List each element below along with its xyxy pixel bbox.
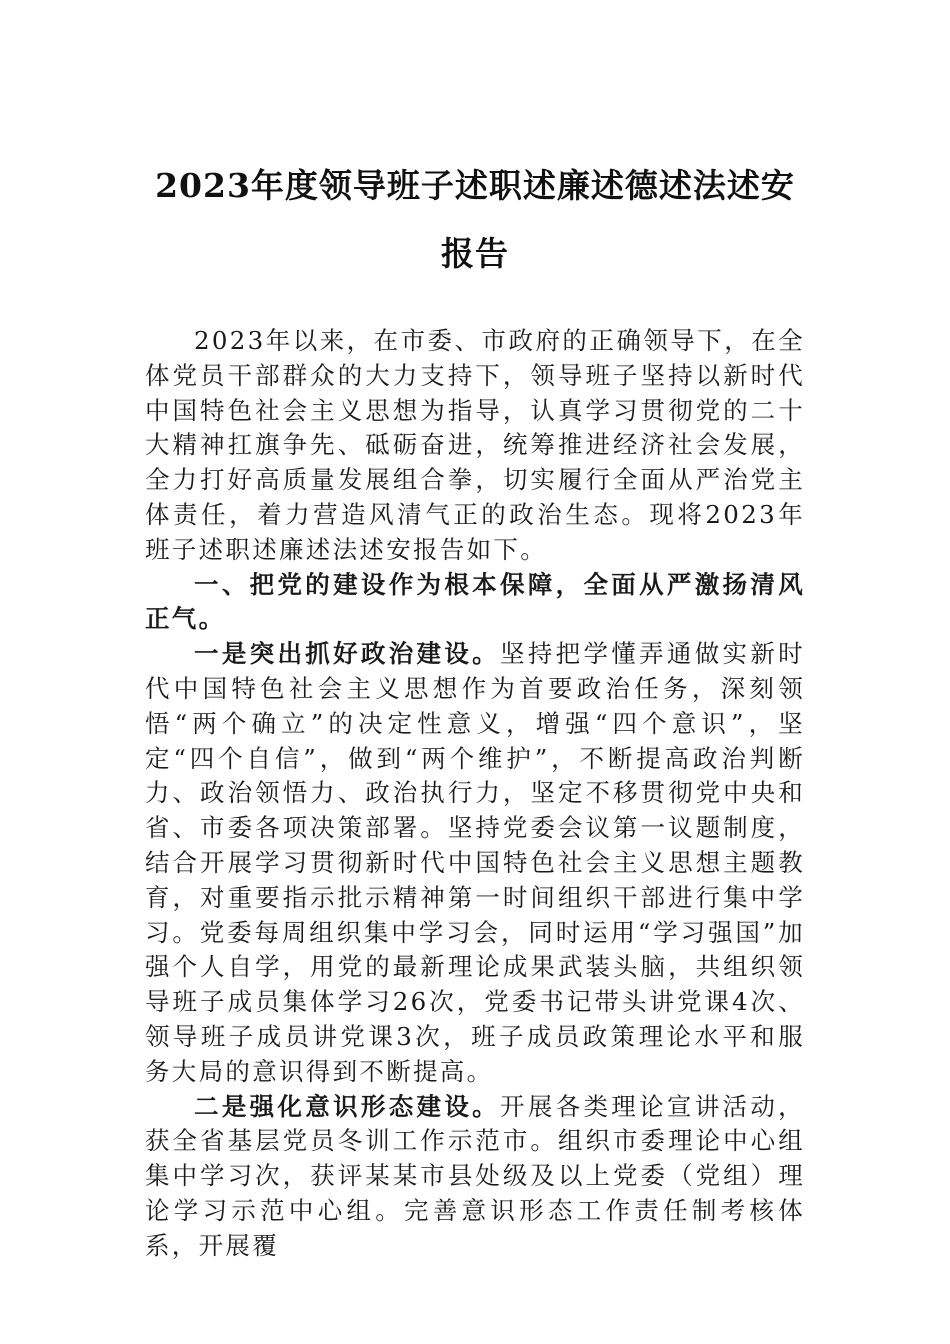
document-body bbox=[145, 324, 805, 1264]
item-lead-1: 一是突出抓好政治建设。 bbox=[194, 639, 500, 669]
intro-paragraph: 2023年以来，在市委、市政府的正确领导下，在全体党员干部群众的大力支持下，领导班子坚持以新时代中国特色社会主义思想为指导，认真学习贯彻党的二十大精神扛旗争先、砥砺奋进，统筹推进经济社会发展，全力打好高质量发展组合拳，切实履行全面从严治党主体责任，着力营造风清气正的政治生态。现将2023年班子述职述廉述法述安报告如下。 bbox=[145, 326, 805, 564]
item-lead-2: 二是强化意识形态建设。 bbox=[194, 1091, 500, 1121]
item-paragraph-2 bbox=[145, 1090, 805, 1264]
item-paragraph-1 bbox=[145, 637, 805, 1089]
item-text-2: 开展各类理论宣讲活动，获全省基层党员冬训工作示范市。组织市委理论中心组集中学习次，获评某某市县处级及以上党委（党组）理论学习示范中心组。完善意识形态工作责任制考核体系，开展覆 bbox=[145, 1091, 805, 1260]
section-heading-1: 一、把党的建设作为根本保障，全面从严激扬清风正气。 bbox=[145, 569, 805, 634]
document-title-line-2: 报告 bbox=[441, 234, 509, 273]
item-text-1: 坚持把学懂弄通做实新时代中国特色社会主义思想作为首要政治任务，深刻领悟“两个确立”的决定性意义，增强“四个意识”，坚定“四个自信”，做到“两个维护”，不断提高政治判断力、政治领悟力、政治执行力，坚定不移贯彻党中央和省、市委各项决策部署。坚持党委会议第一议题制度，结合开展学习贯彻新时代中国特色社会主义思想主题教育，对重要指示批示精神第一时间组织干部进行集中学习。党委每周组织集中学习会，同时运用“学习强国”加强个人自学，用党的最新理论成果武装头脑，共组织领导班子成员集体学习26次，党委书记带头讲党课4次、领导班子成员讲党课3次，班子成员政策理论水平和服务大局的意识得到不断提高。 bbox=[145, 639, 805, 1086]
document-title-line-1: 2023年度领导班子述职述廉述德述法述安 bbox=[155, 166, 795, 205]
